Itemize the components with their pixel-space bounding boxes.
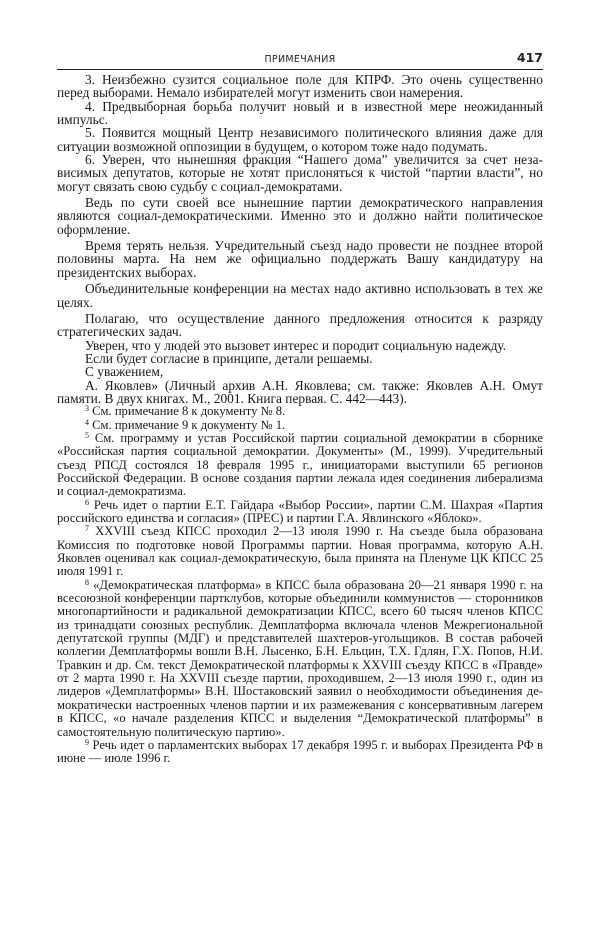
note-text: См. примечание 8 к документу № 8.: [92, 404, 286, 419]
note-text: XXVIII съезд КПСС проходил 2—13 июля 1990 г. На съезде была образована Комиссия по подготовке новой Программы партии. Новая программа, которую А.Н. Яковлев оценивал как социал-демократическую, была принята на Пленуме ЦК КПСС 25 июля 1991 г.: [57, 524, 543, 579]
note-text: «Демократическая платформа» в КПСС была образована 20—21 января 1990 г. на всесоюзной конференции партклубов, которые объединили коммунистов — сторонников многопартийности и радикальной демократизации КПСС, всего 60 тысяч членов КПСС из тринадцати союзных республик. Демплатформа включала членов Межрегиональной депутатской группы (МДГ) и представителей шахтеров-угольщиков. В состав рабочей коллегии Демплатформы вошли В.Н. Лысенко, Б.Н. Ельцин, Т.Х. Гдлян, Г.Х. Попов, Н.И. Травкин и др. См. текст Демократической платформы к XXVIII съезду КПСС в «Правде» от 2 марта 1990 г. На XXVIII съезде партии, проходившем, 2—13 июля 1990 г., один из лидеров «Демплатформы» В.Н. Шостаковский заявил о необходимости объединения демократически настроенных членов партии и их размежевания с консервативным лагерем в КПСС, «о начале разделения КПСС и выделения “Демократической платформы” в самостоятельную политическую партию».: [57, 577, 543, 739]
paragraph: Объединительные конференции на местах надо активно использовать в тех же целях.: [57, 281, 543, 310]
note-number: 5: [85, 430, 89, 440]
signature-citation: А. Яковлев» (Личный архив А.Н. Яковлева; см. также: Яковлев А.Н. Омут памяти. В двух книгах. М., 2001. Книга первая. С. 442—443).: [57, 377, 543, 406]
letter-text: [57, 73, 543, 405]
paragraph-item-5: 5. Появится мощный Центр независимого политического влияния даже для ситуации возможной оппозиции в будущем, о котором тоже надо подумать.: [57, 125, 543, 154]
paragraph: Если будет согласие в принципе, детали решаемы.: [85, 350, 373, 366]
note-number: 7: [85, 524, 89, 534]
endnote-5: [57, 432, 543, 499]
paragraph-item-6: 6. Уверен, что нынешняя фракция “Нашего дома” увеличится за счет независимых депутатов, которые не хотят прислоняться к чистой “партии власти”, но могут связать свою судьбу с социал-демократами.: [57, 152, 543, 194]
paragraph: Ведь по сути своей все нынешние партии демократического направления являются социал-демократическими. Именно это и должно найти политическое оформление.: [57, 195, 543, 237]
endnote-6: [57, 499, 543, 526]
endnotes: [57, 405, 543, 765]
endnote-9: [57, 739, 543, 766]
note-number: 6: [85, 497, 89, 507]
note-text: Речь идет о партии Е.Т. Гайдара «Выбор России», партии С.М. Шахрая «Партия российского единства и согласия» (ПРЕС) и партии Г.А. Явлинского «Яблоко».: [57, 497, 543, 525]
endnote-8: [57, 579, 543, 739]
paragraph: Уверен, что у людей это вызовет интерес и породит социальную надежду.: [85, 337, 507, 353]
note-number: 8: [85, 577, 89, 587]
paragraph-item-3: 3. Неизбежно сузится социальное поле для КПРФ. Это очень существенно перед выборами. Немало избирателей могут изменить свои намерения.: [57, 72, 543, 101]
note-text: См. примечание 9 к документу № 1.: [92, 417, 286, 432]
endnote-7: [57, 525, 543, 578]
paragraph: Время терять нельзя. Учредительный съезд надо провести не позднее второй половины марта. На нем же официально поддержать Вашу кандидатуру на президентских выборах.: [57, 238, 543, 280]
note-number: 4: [85, 417, 89, 427]
paragraph-item-4: 4. Предвыборная борьба получит новый и в известной мере неожиданный импульс.: [57, 98, 543, 128]
running-title: ПРИМЕЧАНИЯ: [264, 54, 336, 65]
note-number: 9: [85, 737, 89, 747]
running-header: [57, 50, 543, 70]
note-number: 3: [85, 404, 89, 414]
book-page: [57, 50, 543, 766]
paragraph: Полагаю, что осуществление данного предложения относится к разряду стратегических задач.: [57, 310, 543, 340]
endnote-3: [57, 405, 543, 418]
page-number: 417: [516, 50, 543, 65]
note-text: Речь идет о парламентских выборах 17 декабря 1995 г. и выборах Президента РФ в июне — июле 1996 г.: [57, 737, 543, 766]
note-text: См. программу и устав Российской партии социальной демократии в сборнике «Российская партия социальной демократии. Документы» (М., 1999). Учредительный съезд РПСД состоялся 18 февраля 1995 г., инициаторами выступили 65 регионов Российской Федерации. В основе создания партии лежала идея соединения либерализма и социал-демократизма.: [57, 430, 543, 499]
endnote-4: [57, 419, 543, 432]
closing-salutation: С уважением,: [85, 364, 164, 380]
